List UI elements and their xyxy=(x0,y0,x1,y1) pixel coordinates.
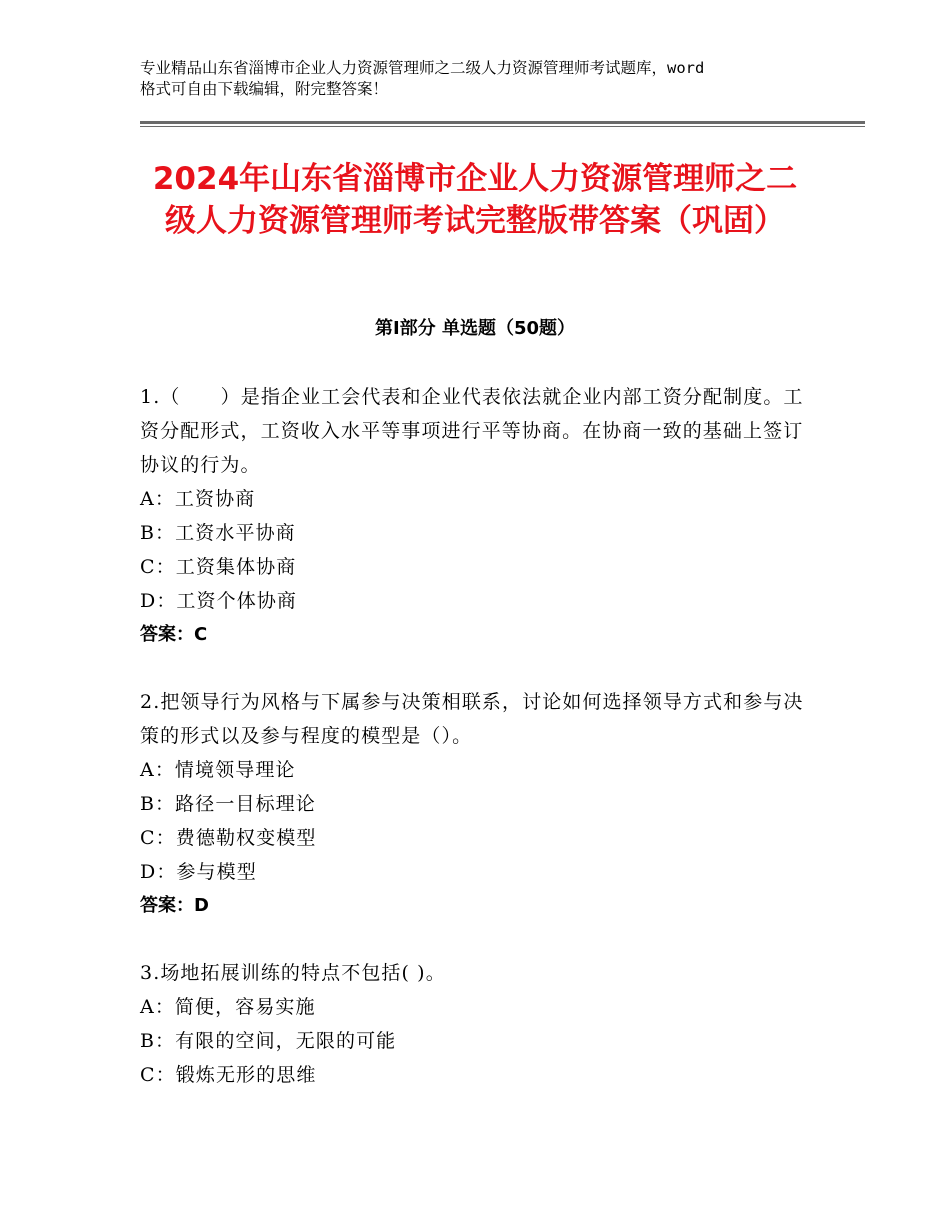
question-stem: 3.场地拓展训练的特点不包括( )。 xyxy=(140,962,446,984)
option-d: D：工资个体协商 xyxy=(140,590,298,612)
header-divider-thin xyxy=(140,126,865,127)
document-title: 2024年山东省淄博市企业人力资源管理师之二级人力资源管理师考试完整版带答案（巩固） xyxy=(152,161,798,239)
question-list xyxy=(140,380,810,1125)
question-2 xyxy=(140,685,810,923)
option-c: C：锻炼无形的思维 xyxy=(140,1064,317,1086)
header-divider-thick xyxy=(140,121,865,124)
option-a: A：工资协商 xyxy=(140,488,256,510)
option-b: B：有限的空间，无限的可能 xyxy=(140,1030,397,1052)
question-1 xyxy=(140,380,810,652)
header-note xyxy=(140,58,840,100)
option-c: C：费德勒权变模型 xyxy=(140,827,317,849)
option-c: C：工资集体协商 xyxy=(140,556,297,578)
section-heading: 第Ⅰ部分 单选题（50题） xyxy=(374,318,575,339)
option-a: A：情境领导理论 xyxy=(140,759,296,781)
answer-label: 答案：D xyxy=(140,895,209,916)
option-b: B：路径一目标理论 xyxy=(140,793,316,815)
header-note-line-1: 专业精品山东省淄博市企业人力资源管理师之二级人力资源管理师考试题库，word xyxy=(140,59,705,77)
answer-label: 答案：C xyxy=(140,624,208,645)
question-stem: 1.（ ）是指企业工会代表和企业代表依法就企业内部工资分配制度。工资分配形式，工资收入水平等事项进行平等协商。在协商一致的基础上签订协议的行为。 xyxy=(140,386,804,476)
option-b: B：工资水平协商 xyxy=(140,522,296,544)
option-d: D：参与模型 xyxy=(140,861,257,883)
header-note-line-2: 格式可自由下载编辑，附完整答案！ xyxy=(140,80,389,98)
question-stem: 2.把领导行为风格与下属参与决策相联系，讨论如何选择领导方式和参与决策的形式以及参与程度的模型是（）。 xyxy=(140,691,804,747)
option-a: A：简便，容易实施 xyxy=(140,996,316,1018)
question-3 xyxy=(140,956,810,1092)
